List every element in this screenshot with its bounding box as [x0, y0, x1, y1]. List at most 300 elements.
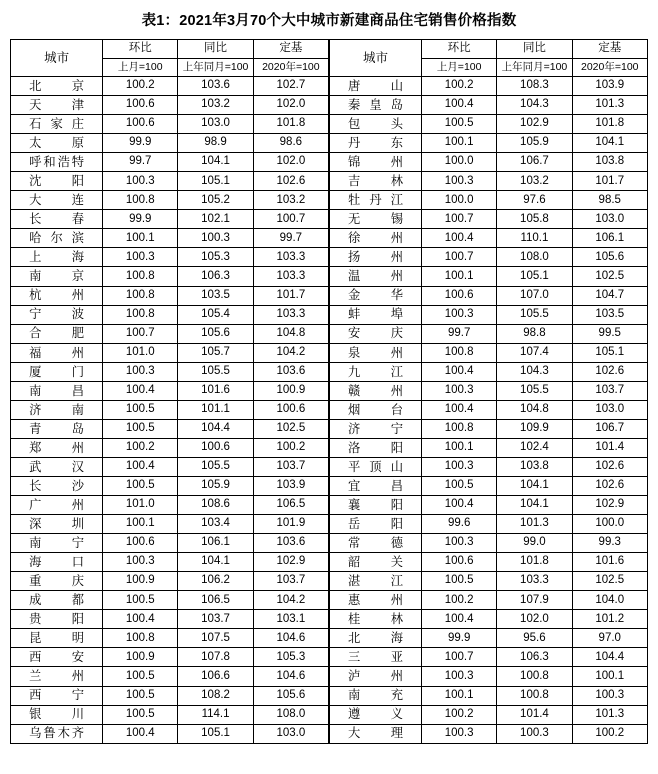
table-row: [11, 438, 329, 457]
table-row: [330, 457, 648, 476]
cell-base: 101.7: [572, 172, 647, 191]
cell-city: 遵义: [330, 705, 422, 724]
cell-base: 98.5: [572, 191, 647, 210]
cell-base: 102.6: [253, 172, 328, 191]
table-row: [330, 267, 648, 286]
table-row: [330, 362, 648, 381]
cell-mom: 100.4: [422, 496, 497, 515]
table-row: [330, 77, 648, 96]
cell-base: 102.9: [572, 496, 647, 515]
cell-yoy: 106.3: [178, 267, 253, 286]
header-row-groups: [11, 40, 329, 59]
cell-city: 南宁: [11, 534, 103, 553]
cell-mom: 100.2: [422, 591, 497, 610]
table-row: [11, 381, 329, 400]
table-row: [330, 610, 648, 629]
cell-yoy: 105.1: [178, 724, 253, 743]
cell-mom: 100.8: [103, 305, 178, 324]
column-header-mom: 环比: [422, 40, 497, 59]
cell-city: 哈尔滨: [11, 229, 103, 248]
cell-base: 103.3: [253, 305, 328, 324]
cell-yoy: 98.8: [497, 324, 572, 343]
table-row: [11, 362, 329, 381]
table-row: [11, 191, 329, 210]
table-row: [330, 115, 648, 134]
cell-yoy: 103.2: [178, 96, 253, 115]
cell-yoy: 106.1: [178, 534, 253, 553]
table-body-left: [11, 77, 329, 744]
cell-base: 104.2: [253, 591, 328, 610]
cell-mom: 99.9: [422, 629, 497, 648]
column-subheader-mom: 上月=100: [422, 59, 497, 77]
cell-base: 100.3: [572, 686, 647, 705]
cell-base: 103.0: [253, 724, 328, 743]
cell-mom: 100.4: [103, 457, 178, 476]
cell-base: 104.0: [572, 591, 647, 610]
cell-mom: 100.5: [103, 476, 178, 495]
table-row: [330, 153, 648, 172]
table-row: [330, 286, 648, 305]
cell-yoy: 105.3: [178, 248, 253, 267]
cell-base: 102.9: [253, 553, 328, 572]
table-row: [11, 686, 329, 705]
table-row: [11, 496, 329, 515]
cell-base: 103.0: [572, 210, 647, 229]
cell-base: 103.6: [253, 534, 328, 553]
cell-city: 杭州: [11, 286, 103, 305]
table-row: [11, 667, 329, 686]
cell-city: 南充: [330, 686, 422, 705]
cell-city: 厦门: [11, 362, 103, 381]
cell-yoy: 105.7: [178, 343, 253, 362]
cell-mom: 100.5: [103, 686, 178, 705]
cell-base: 104.4: [572, 648, 647, 667]
column-header-mom: 环比: [103, 40, 178, 59]
page-title: 表1：2021年3月70个大中城市新建商品住宅销售价格指数: [141, 13, 517, 29]
cell-yoy: 101.6: [178, 381, 253, 400]
table-row: [11, 648, 329, 667]
cell-yoy: 110.1: [497, 229, 572, 248]
table-row: [330, 324, 648, 343]
cell-mom: 100.3: [422, 667, 497, 686]
cell-city: 成都: [11, 591, 103, 610]
table-row: [11, 724, 329, 743]
table-row: [330, 705, 648, 724]
cell-base: 105.1: [572, 343, 647, 362]
cell-yoy: 101.3: [497, 515, 572, 534]
cell-city: 呼和浩特: [11, 153, 103, 172]
table-row: [330, 724, 648, 743]
cell-mom: 100.7: [422, 210, 497, 229]
cell-yoy: 104.3: [497, 96, 572, 115]
table-row: [330, 134, 648, 153]
cell-base: 99.3: [572, 534, 647, 553]
cell-base: 103.2: [253, 191, 328, 210]
cell-yoy: 108.3: [497, 77, 572, 96]
cell-mom: 100.7: [422, 648, 497, 667]
cell-base: 101.2: [572, 610, 647, 629]
table-row: [11, 134, 329, 153]
cell-mom: 100.2: [103, 77, 178, 96]
cell-base: 105.6: [253, 686, 328, 705]
table-body-right: [330, 77, 648, 744]
cell-mom: 99.9: [103, 210, 178, 229]
cell-mom: 100.3: [422, 457, 497, 476]
cell-yoy: 100.8: [497, 686, 572, 705]
table-row: [330, 96, 648, 115]
cell-mom: 100.3: [103, 248, 178, 267]
cell-city: 兰州: [11, 667, 103, 686]
cell-city: 上海: [11, 248, 103, 267]
cell-yoy: 104.8: [497, 400, 572, 419]
cell-city: 深圳: [11, 515, 103, 534]
table-row: [330, 515, 648, 534]
table-row: [330, 191, 648, 210]
cell-mom: 100.4: [103, 724, 178, 743]
cell-base: 103.8: [572, 153, 647, 172]
table-row: [11, 248, 329, 267]
table-row: [330, 496, 648, 515]
cell-yoy: 97.6: [497, 191, 572, 210]
cell-yoy: 103.5: [178, 286, 253, 305]
table-row: [330, 172, 648, 191]
cell-mom: 100.8: [422, 343, 497, 362]
cell-mom: 100.8: [103, 629, 178, 648]
table-row: [11, 305, 329, 324]
table-row: [11, 172, 329, 191]
cell-mom: 100.7: [422, 248, 497, 267]
cell-mom: 100.4: [422, 229, 497, 248]
price-index-table-left: [10, 39, 329, 744]
cell-mom: 100.1: [422, 686, 497, 705]
cell-mom: 100.1: [103, 515, 178, 534]
cell-city: 沈阳: [11, 172, 103, 191]
cell-base: 100.2: [572, 724, 647, 743]
cell-city: 乌鲁木齐: [11, 724, 103, 743]
cell-yoy: 105.5: [178, 362, 253, 381]
cell-base: 101.6: [572, 553, 647, 572]
cell-mom: 100.4: [422, 400, 497, 419]
cell-base: 104.2: [253, 343, 328, 362]
cell-city: 岳阳: [330, 515, 422, 534]
cell-city: 金华: [330, 286, 422, 305]
cell-city: 广州: [11, 496, 103, 515]
cell-base: 102.5: [253, 419, 328, 438]
cell-mom: 100.3: [422, 534, 497, 553]
cell-city: 昆明: [11, 629, 103, 648]
table-row: [11, 419, 329, 438]
cell-yoy: 106.2: [178, 572, 253, 591]
table-row: [330, 305, 648, 324]
cell-city: 襄阳: [330, 496, 422, 515]
cell-yoy: 102.9: [497, 115, 572, 134]
cell-mom: 100.3: [422, 305, 497, 324]
cell-base: 102.6: [572, 476, 647, 495]
cell-city: 天津: [11, 96, 103, 115]
table-row: [11, 534, 329, 553]
cell-mom: 100.5: [103, 400, 178, 419]
cell-yoy: 104.3: [497, 362, 572, 381]
cell-city: 西安: [11, 648, 103, 667]
cell-mom: 100.5: [422, 476, 497, 495]
table-row: [330, 629, 648, 648]
cell-base: 103.6: [253, 362, 328, 381]
table-row: [11, 210, 329, 229]
cell-base: 100.9: [253, 381, 328, 400]
table-row: [11, 286, 329, 305]
cell-city: 大连: [11, 191, 103, 210]
cell-mom: 99.9: [103, 134, 178, 153]
cell-city: 西宁: [11, 686, 103, 705]
cell-city: 锦州: [330, 153, 422, 172]
cell-yoy: 103.8: [497, 457, 572, 476]
cell-yoy: 107.9: [497, 591, 572, 610]
cell-city: 长沙: [11, 476, 103, 495]
cell-city: 重庆: [11, 572, 103, 591]
table-row: [330, 248, 648, 267]
table-row: [330, 591, 648, 610]
cell-mom: 100.7: [103, 324, 178, 343]
cell-city: 洛阳: [330, 438, 422, 457]
cell-city: 包头: [330, 115, 422, 134]
cell-mom: 100.4: [103, 610, 178, 629]
cell-city: 惠州: [330, 591, 422, 610]
cell-base: 103.5: [572, 305, 647, 324]
cell-base: 100.0: [572, 515, 647, 534]
cell-base: 104.7: [572, 286, 647, 305]
table-row: [11, 610, 329, 629]
column-header-yoy: 同比: [497, 40, 572, 59]
table-row: [11, 77, 329, 96]
cell-yoy: 105.5: [178, 457, 253, 476]
cell-city: 无锡: [330, 210, 422, 229]
cell-base: 99.7: [253, 229, 328, 248]
cell-mom: 100.9: [103, 648, 178, 667]
cell-city: 温州: [330, 267, 422, 286]
cell-base: 102.5: [572, 572, 647, 591]
cell-yoy: 105.1: [497, 267, 572, 286]
table-row: [330, 210, 648, 229]
cell-yoy: 103.2: [497, 172, 572, 191]
cell-base: 103.1: [253, 610, 328, 629]
cell-city: 九江: [330, 362, 422, 381]
column-header-city: 城市: [11, 40, 103, 77]
cell-base: 101.4: [572, 438, 647, 457]
cell-yoy: 114.1: [178, 705, 253, 724]
cell-city: 武汉: [11, 457, 103, 476]
cell-base: 106.1: [572, 229, 647, 248]
cell-base: 101.3: [572, 705, 647, 724]
cell-city: 南昌: [11, 381, 103, 400]
cell-mom: 100.3: [422, 381, 497, 400]
cell-mom: 100.3: [103, 362, 178, 381]
cell-mom: 100.8: [422, 419, 497, 438]
table-header-right: [330, 40, 648, 77]
cell-yoy: 107.5: [178, 629, 253, 648]
table-row: [11, 457, 329, 476]
cell-mom: 100.6: [422, 553, 497, 572]
cell-base: 105.6: [572, 248, 647, 267]
table-row: [330, 572, 648, 591]
table-row: [11, 229, 329, 248]
cell-yoy: 107.4: [497, 343, 572, 362]
cell-yoy: 100.3: [497, 724, 572, 743]
cell-yoy: 106.5: [178, 591, 253, 610]
cell-city: 北海: [330, 629, 422, 648]
cell-city: 吉林: [330, 172, 422, 191]
tables-container: [0, 39, 658, 744]
cell-city: 北京: [11, 77, 103, 96]
cell-mom: 100.8: [103, 267, 178, 286]
cell-city: 丹东: [330, 134, 422, 153]
cell-mom: 100.4: [422, 362, 497, 381]
cell-city: 徐州: [330, 229, 422, 248]
cell-base: 101.8: [572, 115, 647, 134]
cell-yoy: 103.7: [178, 610, 253, 629]
table-row: [330, 400, 648, 419]
table-row: [11, 267, 329, 286]
cell-yoy: 105.9: [178, 476, 253, 495]
cell-mom: 100.4: [422, 610, 497, 629]
cell-city: 赣州: [330, 381, 422, 400]
table-row: [11, 515, 329, 534]
cell-city: 秦皇岛: [330, 96, 422, 115]
cell-city: 湛江: [330, 572, 422, 591]
cell-base: 103.7: [253, 572, 328, 591]
cell-yoy: 105.5: [497, 381, 572, 400]
cell-mom: 100.5: [103, 591, 178, 610]
cell-base: 101.9: [253, 515, 328, 534]
cell-base: 100.7: [253, 210, 328, 229]
cell-city: 青岛: [11, 419, 103, 438]
cell-base: 101.3: [572, 96, 647, 115]
cell-city: 扬州: [330, 248, 422, 267]
cell-yoy: 95.6: [497, 629, 572, 648]
cell-mom: 100.0: [422, 191, 497, 210]
table-row: [11, 476, 329, 495]
table-row: [11, 343, 329, 362]
table-row: [11, 115, 329, 134]
cell-base: 103.3: [253, 248, 328, 267]
cell-base: 97.0: [572, 629, 647, 648]
cell-mom: 100.6: [422, 286, 497, 305]
cell-yoy: 105.1: [178, 172, 253, 191]
cell-yoy: 107.0: [497, 286, 572, 305]
table-row: [11, 400, 329, 419]
table-row: [11, 553, 329, 572]
column-subheader-yoy: 上年同月=100: [178, 59, 253, 77]
cell-city: 三亚: [330, 648, 422, 667]
cell-city: 泸州: [330, 667, 422, 686]
table-row: [11, 705, 329, 724]
cell-mom: 100.8: [103, 191, 178, 210]
cell-yoy: 105.5: [497, 305, 572, 324]
cell-base: 104.8: [253, 324, 328, 343]
price-index-table-right: [329, 39, 648, 744]
cell-yoy: 98.9: [178, 134, 253, 153]
cell-yoy: 108.0: [497, 248, 572, 267]
cell-mom: 100.9: [103, 572, 178, 591]
cell-mom: 99.7: [103, 153, 178, 172]
cell-city: 唐山: [330, 77, 422, 96]
cell-base: 108.0: [253, 705, 328, 724]
cell-city: 济南: [11, 400, 103, 419]
cell-yoy: 101.4: [497, 705, 572, 724]
cell-yoy: 103.0: [178, 115, 253, 134]
cell-yoy: 102.1: [178, 210, 253, 229]
cell-yoy: 105.8: [497, 210, 572, 229]
cell-city: 贵阳: [11, 610, 103, 629]
cell-city: 泉州: [330, 343, 422, 362]
cell-mom: 99.6: [422, 515, 497, 534]
cell-yoy: 104.1: [497, 476, 572, 495]
cell-mom: 100.4: [103, 381, 178, 400]
cell-city: 济宁: [330, 419, 422, 438]
cell-base: 101.8: [253, 115, 328, 134]
cell-mom: 100.6: [103, 96, 178, 115]
cell-city: 蚌埠: [330, 305, 422, 324]
column-header-base: 定基: [572, 40, 647, 59]
cell-mom: 100.2: [422, 705, 497, 724]
cell-base: 103.9: [572, 77, 647, 96]
cell-mom: 100.2: [422, 77, 497, 96]
table-row: [330, 381, 648, 400]
table-row: [330, 419, 648, 438]
column-header-city: 城市: [330, 40, 422, 77]
cell-city: 大理: [330, 724, 422, 743]
table-header-left: [11, 40, 329, 77]
cell-city: 合肥: [11, 324, 103, 343]
table-row: [11, 96, 329, 115]
table-row: [11, 153, 329, 172]
cell-mom: 100.1: [422, 438, 497, 457]
cell-yoy: 99.0: [497, 534, 572, 553]
cell-base: 100.6: [253, 400, 328, 419]
column-subheader-base: 2020年=100: [253, 59, 328, 77]
cell-yoy: 104.1: [497, 496, 572, 515]
cell-yoy: 102.0: [497, 610, 572, 629]
cell-mom: 100.5: [103, 419, 178, 438]
cell-mom: 100.6: [103, 115, 178, 134]
cell-city: 海口: [11, 553, 103, 572]
cell-yoy: 104.1: [178, 553, 253, 572]
cell-yoy: 106.6: [178, 667, 253, 686]
cell-city: 桂林: [330, 610, 422, 629]
cell-yoy: 108.2: [178, 686, 253, 705]
cell-mom: 100.4: [422, 96, 497, 115]
table-row: [330, 534, 648, 553]
cell-base: 105.3: [253, 648, 328, 667]
cell-base: 102.6: [572, 362, 647, 381]
table-row: [330, 648, 648, 667]
cell-mom: 100.1: [422, 134, 497, 153]
cell-yoy: 103.4: [178, 515, 253, 534]
column-subheader-base: 2020年=100: [572, 59, 647, 77]
cell-yoy: 101.1: [178, 400, 253, 419]
cell-yoy: 100.3: [178, 229, 253, 248]
cell-mom: 99.7: [422, 324, 497, 343]
cell-city: 南京: [11, 267, 103, 286]
column-header-base: 定基: [253, 40, 328, 59]
cell-yoy: 103.3: [497, 572, 572, 591]
cell-mom: 100.5: [422, 572, 497, 591]
cell-mom: 100.3: [422, 172, 497, 191]
table-row: [330, 343, 648, 362]
cell-city: 太原: [11, 134, 103, 153]
table-row: [330, 553, 648, 572]
cell-yoy: 100.6: [178, 438, 253, 457]
cell-mom: 100.5: [103, 667, 178, 686]
